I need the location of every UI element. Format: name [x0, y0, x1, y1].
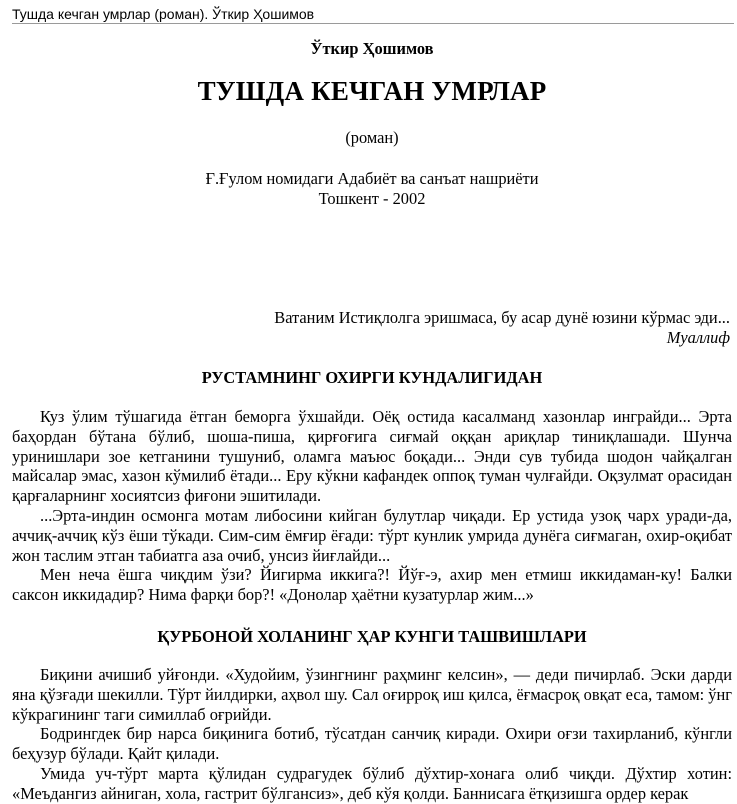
publication-place-year: Тошкент - 2002 [318, 189, 426, 208]
chapter-2-body [12, 665, 732, 804]
publisher-name: Ғ.Ғулом номидаги Адабиёт ва санъат нашриёти [205, 169, 539, 188]
paragraph: Умида уч-тўрт марта қўлидан судрагудек бўлиб дўхтир-хонага олиб чиқди. Дўхтир хотин: «Меъдангиз айниган, хола, гастрит бўлгансиз», деб кўя қолди. Баннисага ётқизишга ордер керак [12, 763, 732, 803]
publisher-block [12, 169, 732, 209]
chapter-1-body [12, 407, 732, 605]
paragraph: Мен неча ёшга чиқдим ўзи? Йигирма иккига?! Йўғ-э, ахир мен етмиш иккидаман-ку! Балки саксон иккидадир? Нима фарқи бор?! «Донолар ҳаётни кузатурлар жим...» [12, 565, 732, 605]
window-title-bar [12, 5, 734, 24]
window-title: Тушда кечган умрлар (роман). Ўткир Ҳошимов [12, 6, 315, 22]
epigraph-signature: Муаллиф [666, 328, 730, 347]
chapter-1-title: РУСТАМНИНГ ОХИРГИ КУНДАЛИГИДАН [201, 368, 543, 387]
book-author: Ўткир Ҳошимов [310, 39, 434, 58]
paragraph: Куз ўлим тўшагида ётган беморга ўхшайди. Оёқ остида касалманд хазонлар инграйди... Эрта баҳордан бўтана бўлиб, шоша-пиша, қирғоғига сиғмай оққан ариқлар тиниқлашади. Шунча уринишлари зое кетганини тушуниб, оламга маъюс боқади... Энди сув тубида шодон чайқалган майсалар эмас, хазон кўмилиб ётади... Еру кўкни кафандек оппоқ туман чулғайди. Оқзулмат орасидан қарғаларнинг хосиятсиз фиғони эшитилади. [12, 407, 732, 506]
paragraph: Биқини ачишиб уйғонди. «Худойим, ўзингнинг раҳминг келсин», — деди пичирлаб. Эски дарди яна қўзғади шекилли. Тўрт йилдирки, аҳвол шу. Сал оғирроқ иш қилса, ёғмасроқ овқат еса, тамом: ўнг кўкрагининг таги симиллаб оғрийди. [12, 665, 732, 724]
book-title: ТУШДА КЕЧГАН УМРЛАР [197, 76, 547, 106]
book-genre: (роман) [345, 128, 399, 147]
epigraph [10, 308, 730, 348]
epigraph-text: Ватаним Истиқлолга эришмаса, бу асар дунё юзини кўрмас эди... [274, 308, 730, 327]
paragraph: ...Эрта-индин осмонга мотам либосини кийган булутлар чиқади. Ер устида узоқ чарх уради-да, аччиқ-аччиқ кўз ёши тўкади. Сим-сим ёмғир ёғади: тўрт кунлик умрида дунёга сиғмаган, охир-оқибат жон таслим этган табиатга аза очиб, унсиз йиғлайди... [12, 505, 732, 565]
paragraph: Бодрингдек бир нарса биқинига ботиб, тўсатдан санчиқ киради. Охири оғзи тахирланиб, кўнгли беҳузур бўлади. Қайт қилади. [12, 724, 732, 764]
chapter-2-title: ҚУРБОНОЙ ХОЛАНИНГ ҲАР КУНГИ ТАШВИШЛАРИ [157, 627, 587, 646]
